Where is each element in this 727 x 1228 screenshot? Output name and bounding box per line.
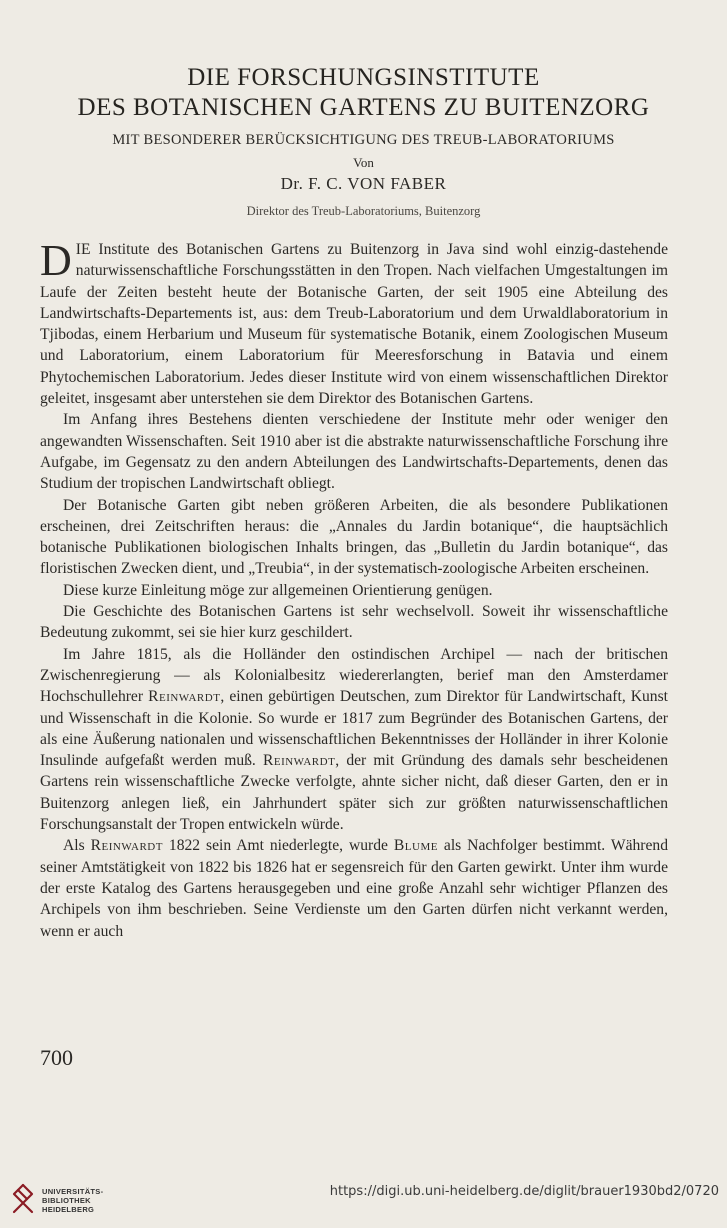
drop-cap: D — [40, 236, 72, 285]
source-url[interactable]: https://digi.ub.uni-heidelberg.de/diglit/brauer1930bd2/0720 — [329, 1184, 719, 1199]
library-name — [42, 1187, 103, 1214]
heidelberg-library-icon — [10, 1182, 36, 1216]
article-body — [40, 236, 669, 942]
paragraph-1 — [40, 236, 668, 409]
paragraph-4: Diese kurze Einleitung möge zur allgemeinen Orientierung genügen. — [63, 581, 493, 599]
library-logo[interactable] — [8, 1180, 128, 1220]
byline-von: Von — [353, 155, 374, 170]
paragraph-6-text-a: Im Jahre 1815, als die Holländer den ostindischen Archipel — nach der britischen Zwischenregierung — als Kolonialbesitz wiedererlangten, berief man den Amsterdamer Hochschullehrer — [40, 645, 668, 706]
person-name-blume: Blume — [393, 837, 438, 855]
paragraph-1-text: IE Institute des Botanischen Gartens zu Buitenzorg in Java sind wohl einzig-dastehende naturwissenschaftliche Forschungsstätten in den Tropen. Nach vielfachen Umgestaltungen im Laufe der Zeiten besteht heute der Botanische Garten, der seit 1905 eine Abteilung des Landwirtschafts-Departements ist, aus: dem Treub-Laboratorium und dem Urwaldlaboratorium in Tjibodas, einem Herbarium und Museum für systematische Botanik, einem Zoologischen Museum und Laboratorium, einem Laboratorium für Meeresforschung in Batavia und einem Phytochemischen Laboratorium. Jedes dieser Institute wird von einem wissenschaftlichen Direktor geleitet, insgesamt aber unterstehen sie dem Direktor des Botanischen Gartens. — [40, 241, 668, 408]
author-name: Dr. F. C. VON FABER — [280, 174, 447, 193]
paragraph-7-text-c: als Nachfolger bestimmt. Während seiner Amtstätigkeit von 1822 bis 1826 hat er segensreich für den Garten gewirkt. Unter ihm wurde der erste Katalog des Gartens herausgegeben und eine große Anzahl sehr wichtiger Pflanzen des Archipels von ihm beschrieben. Seine Verdienste um den Garten dürfen nicht verkannt werden, wenn er auch — [40, 837, 669, 940]
library-name-line-1: UNIVERSITÄTS- — [42, 1187, 104, 1196]
paragraph-2: Im Anfang ihres Bestehens dienten verschiedene der Institute mehr oder weniger den angewandten Wissenschaften. Seit 1910 aber ist die abstrakte naturwissenschaftliche Forschung ihre Aufgabe, im Gegensatz zu den andern Abteilungen des Landwirtschafts-Departements, denen das Studium der tropischen Landwirtschaft obliegt. — [40, 411, 668, 493]
person-name-reinwardt: Reinwardt — [262, 752, 336, 770]
person-name-reinwardt: Reinwardt — [90, 837, 163, 855]
paragraph-6 — [40, 644, 668, 836]
paragraph-5: Die Geschichte des Botanischen Gartens ist sehr wechselvoll. Soweit ihr wissenschaftliche Bedeutung zukommt, sei sie hier kurz geschildert. — [40, 603, 668, 642]
paragraph-6-text-c: , der mit Gründung des damals sehr bescheidenen Gartens rein wissenschaftliche Zwecke verfolgte, ahnte sicher nicht, daß dieser Garten, den er in Buitenzorg anlegen ließ, ein Jahrhundert später sich zur größten naturwissenschaftlichen Forschungsanstalt der Tropen entwickeln würde. — [40, 752, 668, 834]
author-affiliation: Direktor des Treub-Laboratoriums, Buitenzorg — [246, 204, 481, 218]
library-name-line-2: BIBLIOTHEK — [42, 1196, 91, 1205]
subtitle: MIT BESONDERER BERÜCKSICHTIGUNG DES TREUB-LABORATORIUMS — [112, 132, 615, 148]
library-name-line-3: HEIDELBERG — [42, 1205, 95, 1214]
page-number: 700 — [40, 1045, 73, 1070]
person-name-reinwardt: Reinwardt — [148, 688, 221, 706]
paragraph-3: Der Botanische Garten gibt neben größeren Arbeiten, die als besondere Publikationen erscheinen, drei Zeitschriften heraus: die „Annales du Jardin botanique“, die hauptsächlich botanische Publikationen biologischen Inhalts bringen, das „Bulletin du Jardin botanique“, das floristischen Zwecken dient, und „Treubia“, in der systematisch-zoologische Arbeiten erscheinen. — [40, 496, 668, 578]
title-line-1: DIE FORSCHUNGSINSTITUTE — [187, 64, 540, 91]
paragraph-7 — [40, 835, 668, 941]
paragraph-7-text-a: Als — [63, 837, 91, 855]
title-line-2: DES BOTANISCHEN GARTENS ZU BUITENZORG — [77, 94, 650, 121]
paragraph-7-text-b: 1822 sein Amt niederlegte, wurde — [162, 837, 394, 855]
paragraph-6-text-b: , einen gebürtigen Deutschen, zum Direktor für Landwirtschaft, Kunst und Wissenschaft in die Kolonie. So wurde er 1817 zum Begründer des Botanischen Gartens, der als eine Äußerung nationalen und wissenschaftlichen Bekenntnisses der Holländer in ihrer Kolonie Insulinde aufgefaßt werden muß. — [40, 688, 668, 770]
